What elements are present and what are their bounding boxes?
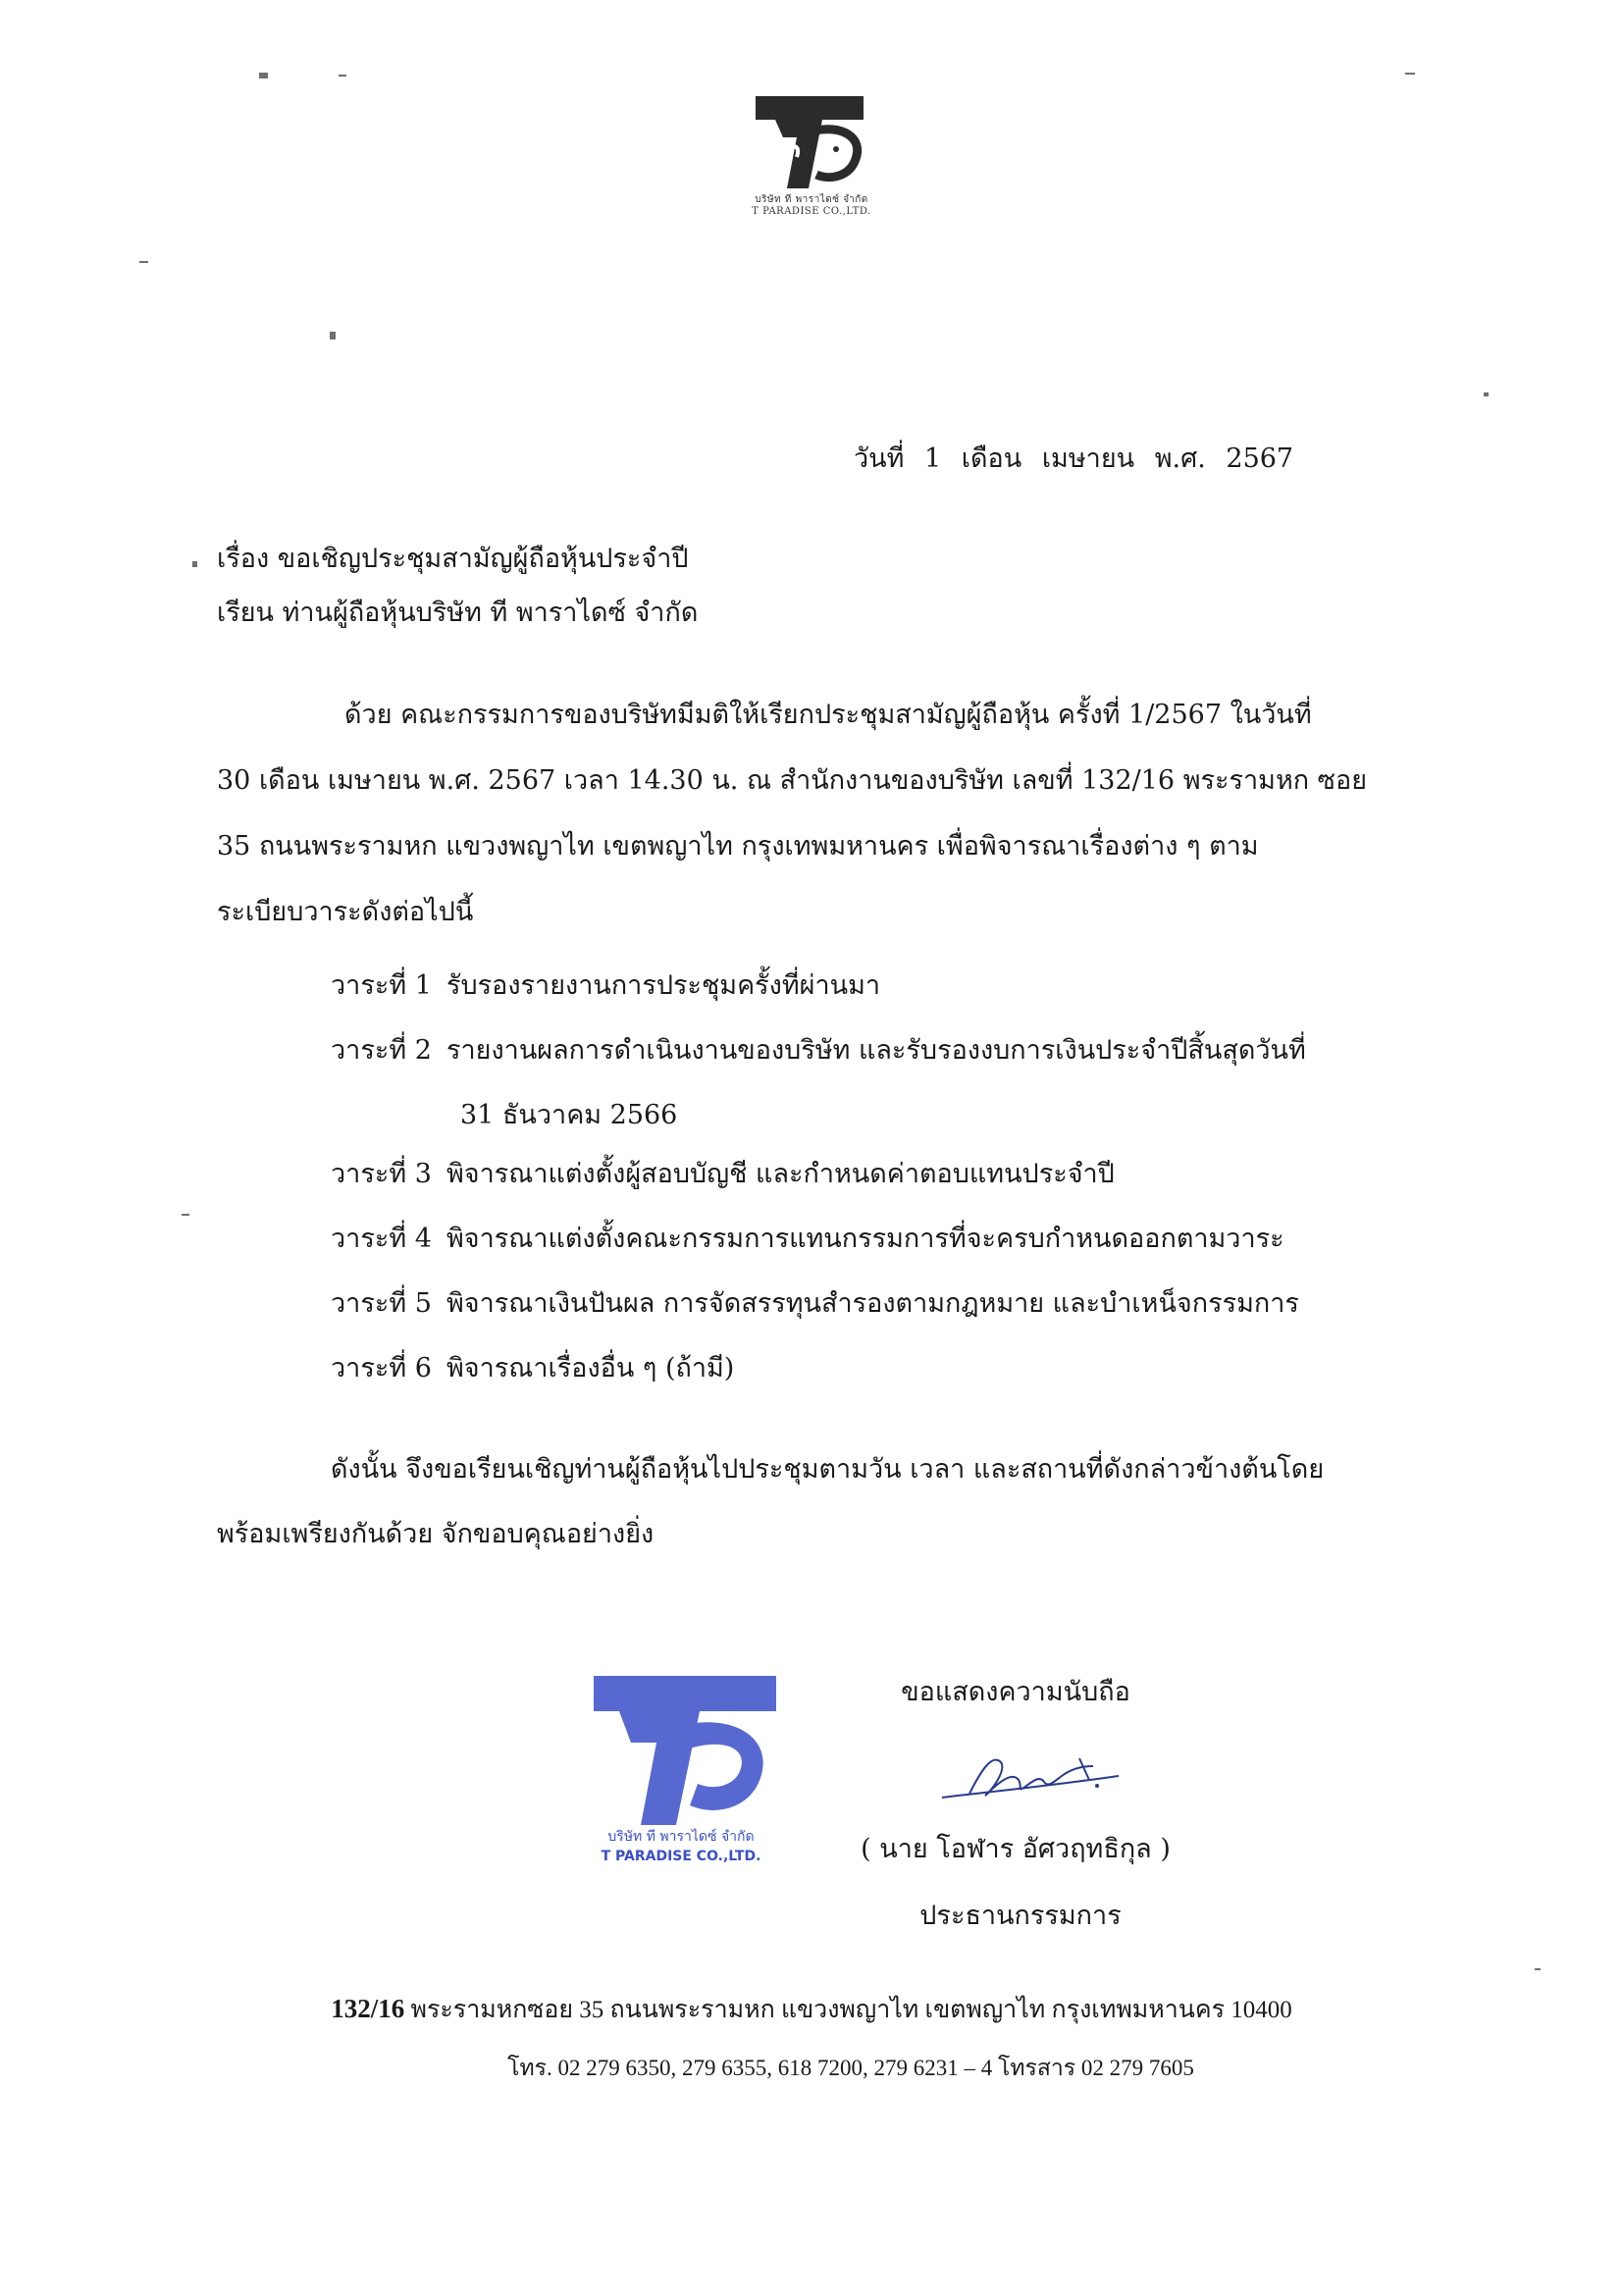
letter-date [854,440,1293,479]
agenda-item [331,1220,1390,1284]
footer-address-number: 132/16 [331,1994,405,2023]
scan-speck [192,561,197,567]
closing-line: ดังนั้น จึงขอเรียนเชิญท่านผู้ถือหุ้นไปประชุมตามวัน เวลา และสถานที่ดังกล่าวข้างต้นโดย [331,1454,1325,1485]
body-paragraph [217,682,1375,945]
agenda-item-continuation [331,1096,1390,1155]
date-month: เมษายน [1041,444,1135,474]
scan-speck [259,73,268,78]
letter-subject: เรื่อง ขอเชิญประชุมสามัญผู้ถือหุ้นประจำปี [217,544,689,574]
scan-speck [182,1214,189,1216]
agenda-number: วาระที่ 1 [331,970,432,1001]
agenda-text: พิจารณาแต่งตั้งคณะกรรมการแทนกรรมการที่จะครบกำหนดออกตามวาระ [446,1224,1284,1254]
scan-speck [339,75,346,77]
agenda-item [331,966,1390,1031]
logo-company-name-th: บริษัท ที พาราไดซ์ จำกัด [755,194,868,205]
agenda-text: พิจารณาแต่งตั้งผู้สอบบัญชี และกำหนดค่าตอบแทนประจำปี [446,1159,1115,1189]
scan-speck [330,332,336,339]
body-line: ด้วย คณะกรรมการของบริษัทมีมติให้เรียกประชุมสามัญผู้ถือหุ้น ครั้งที่ 1/2567 ในวันที่ [344,700,1312,730]
company-logo [748,94,875,218]
agenda-text: รายงานผลการดำเนินงานของบริษัท และรับรองงบการเงินประจำปีสิ้นสุดวันที่ [446,1035,1306,1066]
closing-paragraph [217,1437,1375,1567]
agenda-item [331,1031,1390,1096]
closing-line: พร้อมเพรียงกันด้วย จักขอบคุณอย่างยิ่ง [217,1519,654,1549]
sign-off-regards: ขอแสดงความนับถือ [901,1677,1130,1707]
agenda-list [331,966,1390,1414]
date-year: 2567 [1226,444,1294,474]
agenda-text: พิจารณาเงินปันผล การจัดสรรทุนสำรองตามกฎหมาย และบำเหน็จกรรมการ [446,1288,1299,1319]
scan-speck [1405,73,1415,75]
scan-speck [139,261,148,263]
date-year-label: พ.ศ. [1154,444,1206,474]
scan-speck [1535,1968,1541,1970]
date-day-label: วันที่ [854,444,905,474]
footer-address [0,1990,1623,2029]
body-line: 35 ถนนพระรามหก แขวงพญาไท เขตพญาไท กรุงเทพมหานคร เพื่อพิจารณาเรื่องต่าง ๆ ตาม [217,831,1259,861]
handwritten-signature [932,1737,1128,1815]
agenda-text: รับรองรายงานการประชุมครั้งที่ผ่านมา [446,970,881,1001]
agenda-text-continuation: 31 ธันวาคม 2566 [460,1100,678,1130]
date-day: 1 [924,444,942,474]
footer-phones: โทร. 02 279 6350, 279 6355, 618 7200, 279 6231 – 4 โทรสาร 02 279 7605 [507,2056,1194,2080]
agenda-text: พิจารณาเรื่องอื่น ๆ (ถ้ามี) [446,1353,735,1383]
logo-company-name-en: T PARADISE CO.,LTD. [752,206,871,217]
agenda-number: วาระที่ 6 [331,1353,432,1383]
signer-title: ประธานกรรมการ [919,1901,1122,1931]
agenda-item [331,1349,1390,1414]
signer-name: ( นาย โอฬาร อัศวฤทธิกุล ) [861,1834,1171,1864]
body-line: 30 เดือน เมษายน พ.ศ. 2567 เวลา 14.30 น. ณ สำนักงานของบริษัท เลขที่ 132/16 พระรามหก ซอย [217,765,1368,796]
scan-speck [1484,392,1489,396]
agenda-item [331,1284,1390,1349]
tp-logo-icon [754,94,869,192]
agenda-item [331,1155,1390,1220]
agenda-number: วาระที่ 3 [331,1159,432,1189]
stamp-text-th: บริษัท ที พาราไดซ์ จำกัด [607,1829,755,1845]
date-month-label: เดือน [961,444,1022,474]
footer-address-text: พระรามหกซอย 35 ถนนพระรามหก แขวงพญาไท เขตพญาไท กรุงเทพมหานคร 10400 [410,1997,1292,2023]
agenda-number: วาระที่ 5 [331,1288,432,1319]
agenda-number: วาระที่ 2 [331,1035,432,1066]
company-stamp [574,1668,788,1869]
body-line: ระเบียบวาระดังต่อไปนี้ [217,897,474,927]
stamp-logo-icon [574,1668,788,1869]
letter-salutation: เรียน ท่านผู้ถือหุ้นบริษัท ที พาราไดซ์ จำกัด [217,598,699,628]
agenda-number: วาระที่ 4 [331,1224,432,1254]
stamp-text-en: T PARADISE CO.,LTD. [601,1849,761,1864]
